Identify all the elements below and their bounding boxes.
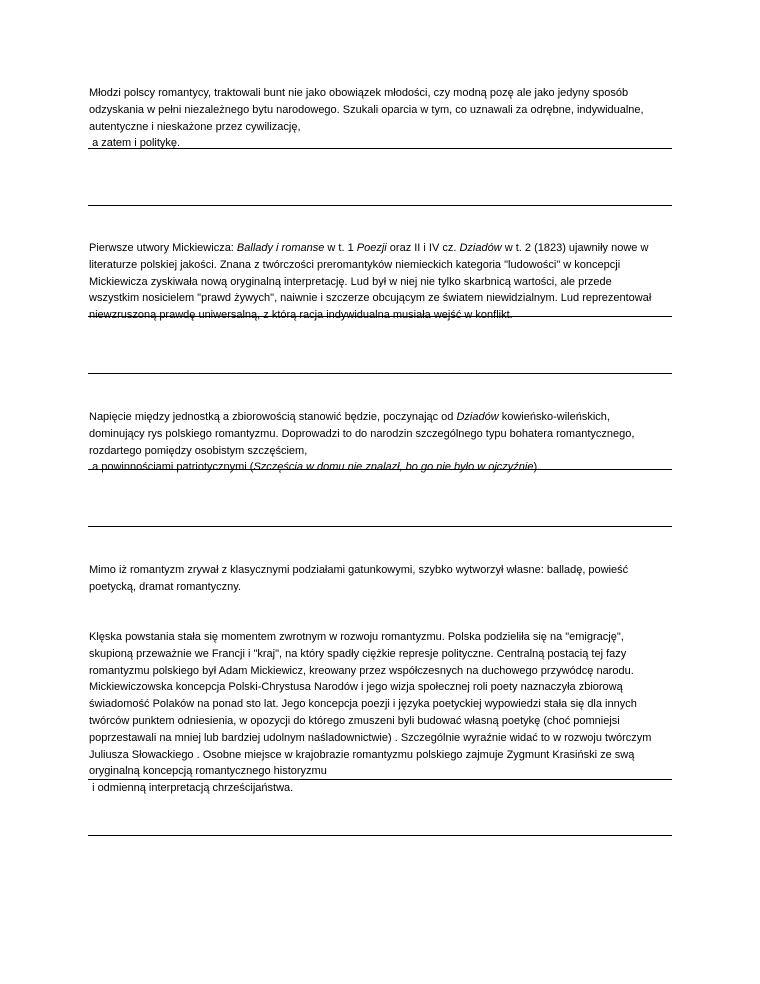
rule-2	[88, 205, 672, 206]
text-line	[89, 85, 672, 102]
paragraph-5	[89, 629, 672, 797]
text-line	[89, 663, 672, 680]
rule-7	[88, 779, 672, 780]
text-line	[89, 629, 672, 646]
text-line	[89, 747, 672, 764]
rule-5	[88, 469, 672, 470]
text-line	[89, 409, 672, 426]
text-run: Mickiewicza zyskiwała nową oryginalną interpretację. Lud był w niej nie tylko skarbnicą wartości, ale przede	[89, 275, 612, 288]
text-line	[89, 119, 672, 136]
text-run: wszystkim nosicielem "prawd żywych", naiwnie i szczerze obcującym ze światem niewidzialnym. Lud reprezentował	[89, 292, 652, 305]
text-run: świadomość Polaków na ponad sto lat. Jego koncepcja poezji i języka poetyckiej wypowiedzi stała się dla innych	[89, 698, 637, 711]
text-line	[89, 579, 672, 596]
text-run: rozdartego pomiędzy osobistym szczęściem,	[89, 444, 308, 457]
text-run: Napięcie między jednostką a zbiorowością stanowić będzie, poczynając od	[89, 411, 457, 423]
text-run: i odmienną interpretacją chrześcijaństwa.	[89, 782, 294, 795]
text-line	[89, 443, 672, 460]
text-run: a zatem i politykę.	[89, 137, 181, 150]
text-line	[89, 730, 672, 747]
text-line	[89, 763, 672, 780]
italic-title: Dziadów	[456, 411, 499, 423]
rule-6	[88, 526, 672, 527]
italic-title: Dziadów	[459, 242, 502, 254]
text-run: twórców punktem odniesienia, w opozycji do którego zmuszeni byli budować własną poetykę (choć pomniejsi	[89, 714, 620, 727]
text-run: romantyzmu polskiego był Adam Mickiewicz, kreowany przez współczesnych na duchowego przywódcę narodu.	[89, 664, 634, 677]
text-run: w t. 2 (1823) ujawniły nowe w	[501, 242, 649, 254]
text-run: niewzruszoną prawdę uniwersalną, z którą racja indywidualna musiała wejść w konflikt.	[89, 309, 513, 322]
text-run: Juliusza Słowackiego . Osobne miejsce w krajobrazie romantyzmu polskiego zajmuje Zygmunt Krasiński ze swą	[89, 748, 635, 761]
text-line	[89, 696, 672, 713]
paragraph-4	[89, 562, 672, 596]
text-run: Młodzi polscy romantycy, traktowali bunt nie jako obowiązek młodości, czy modną pozę ale jako jedyny sposób	[89, 87, 629, 99]
text-run: poetycką, dramat romantyczny.	[89, 580, 242, 593]
text-line	[89, 646, 672, 663]
text-line	[89, 780, 672, 797]
text-run: kowieńsko-wileńskich,	[498, 411, 610, 423]
text-line	[89, 290, 672, 307]
text-run: Mimo iż romantyzm zrywał z klasycznymi podziałami gatunkowymi, szybko wytworzył własne: balladę, powieść	[89, 564, 629, 576]
paragraph-1	[89, 85, 672, 152]
text-run: Klęska powstania stała się momentem zwrotnym w rozwoju romantyzmu. Polska podzieliła się na "emigrację",	[89, 631, 624, 643]
text-line	[89, 102, 672, 119]
text-run: poprzestawali na mniej lub bardziej udolnym naśladownictwie) . Szczególnie wyraźnie widać to w rozwoju twórczym	[89, 731, 652, 744]
text-run: oryginalną koncepcją romantycznego historyzmu	[89, 765, 327, 778]
text-run: a powinnościami patriotycznymi (	[89, 461, 254, 474]
text-run: ).	[533, 461, 541, 474]
italic-title: Ballady i romanse	[236, 242, 325, 254]
text-run: Mickiewiczowska koncepcja Polski-Chrystusa Narodów i jego wizja społecznej roli poety naznaczyła zbiorową	[89, 681, 623, 694]
text-run: literaturze polskiej jakości. Znana z twórczości preromantyków niemieckich kategoria "ludowości" w koncepcji	[89, 258, 621, 271]
rule-1	[88, 148, 672, 149]
text-run: odzyskania w pełni niezależnego bytu narodowego. Szukali oparcia w tym, co uznawali za odrębne, indywidualne,	[89, 103, 644, 116]
italic-title: Poezji	[356, 242, 387, 254]
text-line	[89, 274, 672, 291]
text-run: dominujący rys polskiego romantyzmu. Doprowadzi to do narodzin szczególnego typu bohatera romantycznego,	[89, 427, 635, 440]
text-line	[89, 562, 672, 579]
paragraph-2	[89, 240, 672, 324]
text-line	[89, 713, 672, 730]
text-run: autentyczne i nieskażone przez cywilizację,	[89, 120, 301, 133]
paragraph-3	[89, 409, 672, 476]
text-run: w t. 1	[324, 242, 357, 254]
text-line	[89, 240, 672, 257]
text-line	[89, 135, 672, 152]
text-run: oraz II i IV cz.	[386, 242, 460, 254]
text-line	[89, 459, 672, 476]
text-run: Pierwsze utwory Mickiewicza:	[89, 242, 237, 254]
italic-title: Szczęścia w domu nie znalazł, bo go nie było w ojczyźnie	[253, 461, 534, 474]
rule-4	[88, 373, 672, 374]
text-run: skupioną przeważnie we Francji i "kraj", na który spadły ciężkie represje polityczne. Centralną postacią tej fazy	[89, 647, 627, 660]
rule-3	[88, 316, 672, 317]
text-line	[89, 679, 672, 696]
text-line	[89, 257, 672, 274]
rule-8	[88, 835, 672, 836]
text-line	[89, 426, 672, 443]
